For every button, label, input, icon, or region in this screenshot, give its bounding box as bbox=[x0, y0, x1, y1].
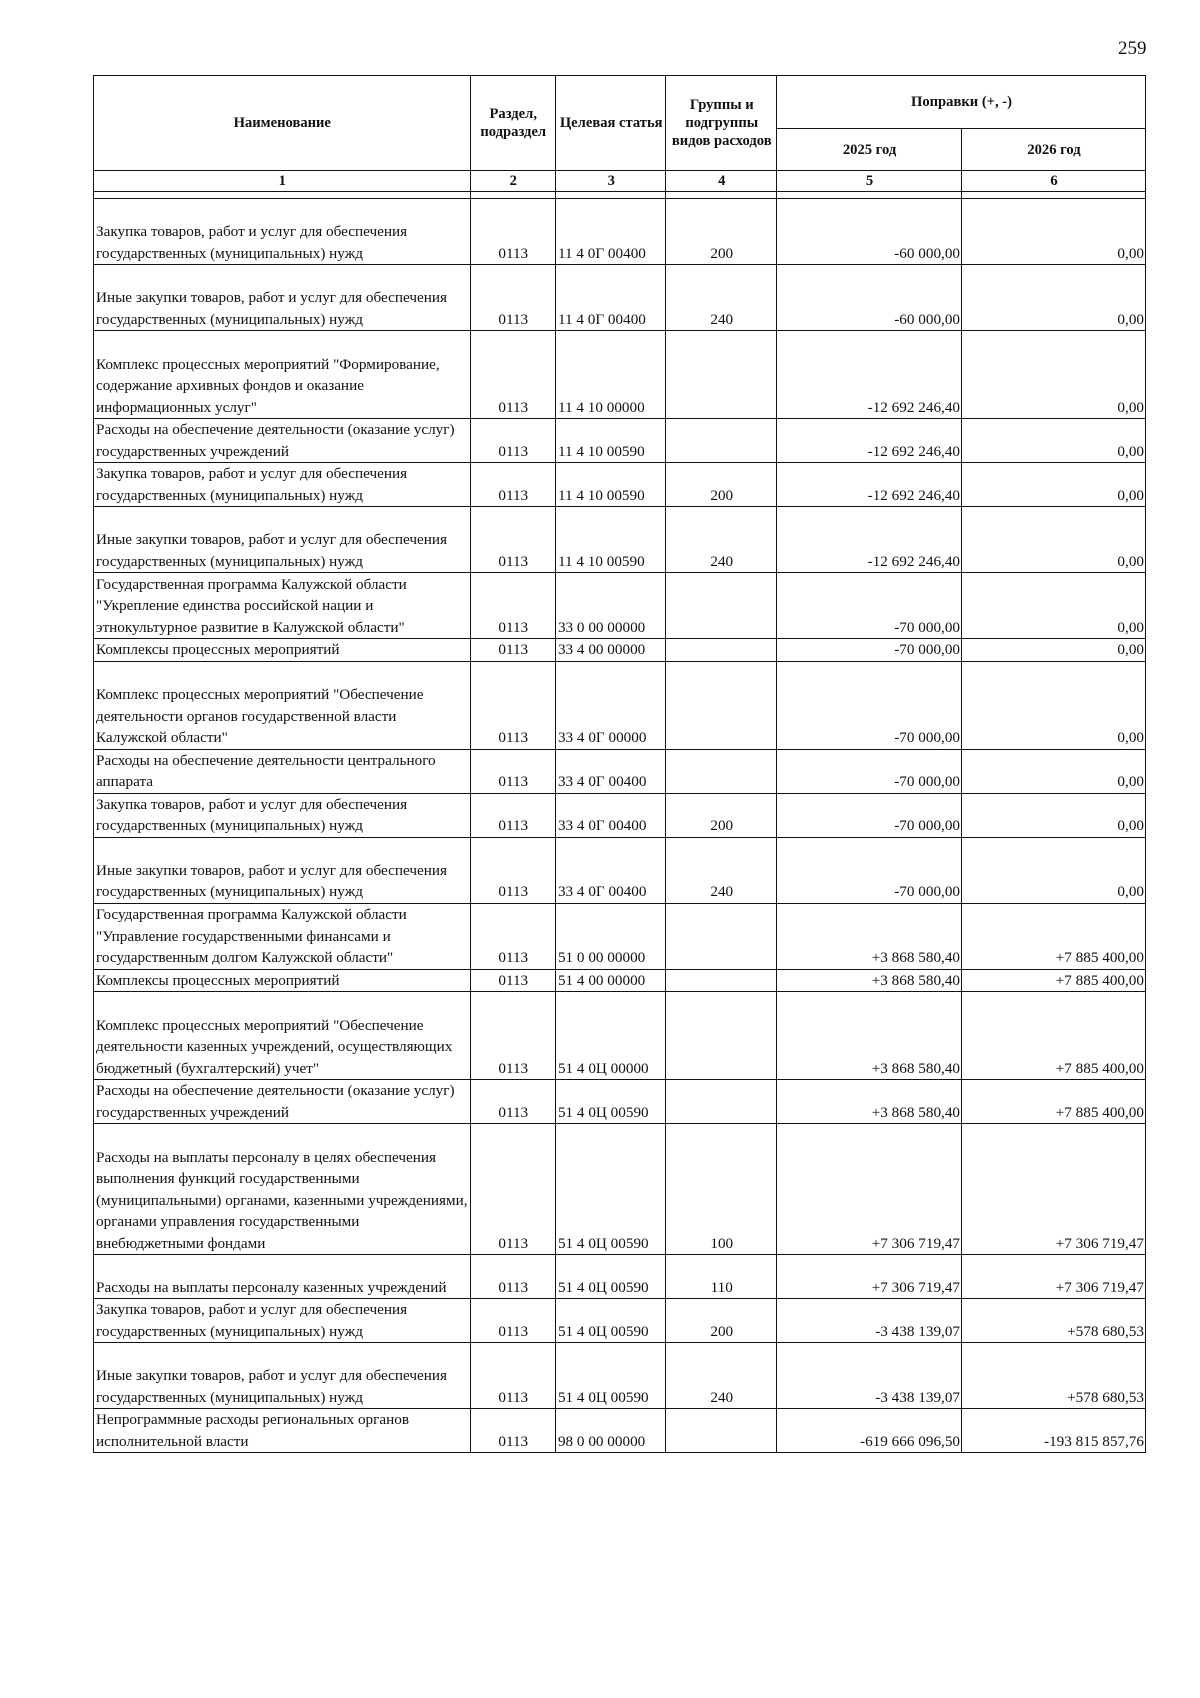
row-expense-group bbox=[666, 749, 777, 793]
row-target-article: 33 4 00 00000 bbox=[555, 639, 666, 662]
row-expense-group bbox=[666, 573, 777, 639]
row-amendment-2026: 0,00 bbox=[962, 265, 1146, 331]
row-target-article: 51 4 0Ц 00590 bbox=[555, 1124, 666, 1255]
row-amendment-2026: 0,00 bbox=[962, 507, 1146, 573]
table-row bbox=[94, 1299, 1146, 1343]
header-groups: Группы и подгруппы видов расходов bbox=[666, 76, 777, 171]
table-row bbox=[94, 199, 1146, 265]
row-amendment-2025: -619 666 096,50 bbox=[777, 1409, 962, 1453]
row-amendment-2025: +7 306 719,47 bbox=[777, 1124, 962, 1255]
row-section-code: 0113 bbox=[470, 1255, 555, 1299]
row-name: Закупка товаров, работ и услуг для обеспечения государственных (муниципальных) нужд bbox=[94, 463, 471, 507]
row-amendment-2026: 0,00 bbox=[962, 661, 1146, 749]
row-amendment-2025: -70 000,00 bbox=[777, 661, 962, 749]
table-row bbox=[94, 1409, 1146, 1453]
row-name: Закупка товаров, работ и услуг для обеспечения государственных (муниципальных) нужд bbox=[94, 199, 471, 265]
row-section-code: 0113 bbox=[470, 199, 555, 265]
column-number: 4 bbox=[666, 171, 777, 192]
column-number: 5 bbox=[777, 171, 962, 192]
row-name: Закупка товаров, работ и услуг для обеспечения государственных (муниципальных) нужд bbox=[94, 793, 471, 837]
table-row bbox=[94, 1255, 1146, 1299]
row-amendment-2025: +3 868 580,40 bbox=[777, 903, 962, 969]
row-expense-group bbox=[666, 331, 777, 419]
row-amendment-2025: -70 000,00 bbox=[777, 639, 962, 662]
row-amendment-2025: -60 000,00 bbox=[777, 265, 962, 331]
row-target-article: 51 4 0Ц 00590 bbox=[555, 1343, 666, 1409]
row-amendment-2026: +7 885 400,00 bbox=[962, 969, 1146, 992]
budget-amendments-table bbox=[93, 75, 1146, 1453]
column-number: 1 bbox=[94, 171, 471, 192]
row-section-code: 0113 bbox=[470, 265, 555, 331]
row-expense-group: 200 bbox=[666, 1299, 777, 1343]
row-amendment-2025: +3 868 580,40 bbox=[777, 992, 962, 1080]
table-row bbox=[94, 507, 1146, 573]
row-amendment-2026: +578 680,53 bbox=[962, 1343, 1146, 1409]
row-expense-group bbox=[666, 992, 777, 1080]
row-amendment-2025: -70 000,00 bbox=[777, 573, 962, 639]
row-section-code: 0113 bbox=[470, 903, 555, 969]
header-section: Раздел, подраздел bbox=[470, 76, 555, 171]
row-expense-group: 100 bbox=[666, 1124, 777, 1255]
row-amendment-2026: 0,00 bbox=[962, 793, 1146, 837]
row-amendment-2026: +7 306 719,47 bbox=[962, 1124, 1146, 1255]
row-name: Расходы на выплаты персоналу в целях обеспечения выполнения функций государственными (муниципальными) органами, казенными учреждениями, органами управления государственными внебюджетными фондами bbox=[94, 1124, 471, 1255]
row-section-code: 0113 bbox=[470, 837, 555, 903]
row-name: Государственная программа Калужской области "Укрепление единства российской нации и этнокультурное развитие в Калужской области" bbox=[94, 573, 471, 639]
table-row bbox=[94, 661, 1146, 749]
header-name: Наименование bbox=[94, 76, 471, 171]
row-amendment-2026: 0,00 bbox=[962, 419, 1146, 463]
row-amendment-2025: -60 000,00 bbox=[777, 199, 962, 265]
header-year-2026: 2026 год bbox=[962, 129, 1146, 171]
row-name: Иные закупки товаров, работ и услуг для обеспечения государственных (муниципальных) нужд bbox=[94, 1343, 471, 1409]
row-amendment-2026: 0,00 bbox=[962, 463, 1146, 507]
row-section-code: 0113 bbox=[470, 1299, 555, 1343]
row-expense-group: 240 bbox=[666, 507, 777, 573]
row-target-article: 11 4 10 00590 bbox=[555, 507, 666, 573]
row-expense-group bbox=[666, 903, 777, 969]
table-row bbox=[94, 992, 1146, 1080]
row-name: Расходы на выплаты персоналу казенных учреждений bbox=[94, 1255, 471, 1299]
column-number: 2 bbox=[470, 171, 555, 192]
row-section-code: 0113 bbox=[470, 661, 555, 749]
row-expense-group: 240 bbox=[666, 837, 777, 903]
table-row bbox=[94, 1343, 1146, 1409]
row-amendment-2026: +7 885 400,00 bbox=[962, 992, 1146, 1080]
row-target-article: 51 4 00 00000 bbox=[555, 969, 666, 992]
row-expense-group bbox=[666, 1080, 777, 1124]
row-expense-group: 240 bbox=[666, 1343, 777, 1409]
row-expense-group bbox=[666, 419, 777, 463]
table-row bbox=[94, 837, 1146, 903]
row-target-article: 11 4 0Г 00400 bbox=[555, 265, 666, 331]
table-row bbox=[94, 331, 1146, 419]
row-target-article: 11 4 10 00590 bbox=[555, 419, 666, 463]
row-name: Комплекс процессных мероприятий "Формирование, содержание архивных фондов и оказание информационных услуг" bbox=[94, 331, 471, 419]
row-name: Непрограммные расходы региональных органов исполнительной власти bbox=[94, 1409, 471, 1453]
row-expense-group: 110 bbox=[666, 1255, 777, 1299]
row-name: Государственная программа Калужской области "Управление государственными финансами и государственным долгом Калужской области" bbox=[94, 903, 471, 969]
table-row bbox=[94, 265, 1146, 331]
row-amendment-2025: +3 868 580,40 bbox=[777, 1080, 962, 1124]
row-name: Комплекс процессных мероприятий "Обеспечение деятельности органов государственной власти Калужской области" bbox=[94, 661, 471, 749]
column-number: 3 bbox=[555, 171, 666, 192]
row-amendment-2026: 0,00 bbox=[962, 199, 1146, 265]
row-amendment-2025: -70 000,00 bbox=[777, 749, 962, 793]
row-amendment-2026: +7 885 400,00 bbox=[962, 1080, 1146, 1124]
table-row bbox=[94, 969, 1146, 992]
table-row bbox=[94, 419, 1146, 463]
row-section-code: 0113 bbox=[470, 1409, 555, 1453]
header-year-2025: 2025 год bbox=[777, 129, 962, 171]
row-name: Комплексы процессных мероприятий bbox=[94, 639, 471, 662]
row-target-article: 11 4 10 00590 bbox=[555, 463, 666, 507]
row-amendment-2025: -3 438 139,07 bbox=[777, 1299, 962, 1343]
row-section-code: 0113 bbox=[470, 419, 555, 463]
table-body bbox=[94, 199, 1146, 1453]
row-name: Закупка товаров, работ и услуг для обеспечения государственных (муниципальных) нужд bbox=[94, 1299, 471, 1343]
row-target-article: 11 4 10 00000 bbox=[555, 331, 666, 419]
row-name: Комплекс процессных мероприятий "Обеспечение деятельности казенных учреждений, осуществляющих бюджетный (бухгалтерский) учет" bbox=[94, 992, 471, 1080]
row-expense-group bbox=[666, 639, 777, 662]
row-section-code: 0113 bbox=[470, 969, 555, 992]
row-target-article: 51 4 0Ц 00590 bbox=[555, 1080, 666, 1124]
row-amendment-2026: 0,00 bbox=[962, 573, 1146, 639]
row-section-code: 0113 bbox=[470, 992, 555, 1080]
row-name: Иные закупки товаров, работ и услуг для обеспечения государственных (муниципальных) нужд bbox=[94, 837, 471, 903]
table-row bbox=[94, 463, 1146, 507]
table-row bbox=[94, 1080, 1146, 1124]
row-target-article: 33 4 0Г 00400 bbox=[555, 749, 666, 793]
row-section-code: 0113 bbox=[470, 1124, 555, 1255]
row-expense-group: 200 bbox=[666, 199, 777, 265]
row-amendment-2025: -70 000,00 bbox=[777, 793, 962, 837]
row-name: Комплексы процессных мероприятий bbox=[94, 969, 471, 992]
page-number: 259 bbox=[1118, 38, 1147, 59]
row-target-article: 51 0 00 00000 bbox=[555, 903, 666, 969]
row-amendment-2025: -3 438 139,07 bbox=[777, 1343, 962, 1409]
row-section-code: 0113 bbox=[470, 639, 555, 662]
row-target-article: 51 4 0Ц 00590 bbox=[555, 1299, 666, 1343]
table-row bbox=[94, 793, 1146, 837]
row-expense-group bbox=[666, 661, 777, 749]
row-section-code: 0113 bbox=[470, 331, 555, 419]
row-amendment-2026: +7 306 719,47 bbox=[962, 1255, 1146, 1299]
row-amendment-2025: -12 692 246,40 bbox=[777, 463, 962, 507]
row-target-article: 51 4 0Ц 00590 bbox=[555, 1255, 666, 1299]
row-target-article: 33 4 0Г 00000 bbox=[555, 661, 666, 749]
row-amendment-2026: 0,00 bbox=[962, 749, 1146, 793]
row-target-article: 51 4 0Ц 00000 bbox=[555, 992, 666, 1080]
row-section-code: 0113 bbox=[470, 463, 555, 507]
row-section-code: 0113 bbox=[470, 573, 555, 639]
row-target-article: 33 4 0Г 00400 bbox=[555, 793, 666, 837]
row-amendment-2026: +7 885 400,00 bbox=[962, 903, 1146, 969]
row-name: Иные закупки товаров, работ и услуг для обеспечения государственных (муниципальных) нужд bbox=[94, 507, 471, 573]
row-amendment-2025: -12 692 246,40 bbox=[777, 419, 962, 463]
row-amendment-2026: 0,00 bbox=[962, 331, 1146, 419]
table-row bbox=[94, 749, 1146, 793]
table-row bbox=[94, 903, 1146, 969]
row-section-code: 0113 bbox=[470, 1080, 555, 1124]
row-amendment-2025: +7 306 719,47 bbox=[777, 1255, 962, 1299]
row-name: Иные закупки товаров, работ и услуг для обеспечения государственных (муниципальных) нужд bbox=[94, 265, 471, 331]
row-amendment-2026: 0,00 bbox=[962, 837, 1146, 903]
row-amendment-2026: 0,00 bbox=[962, 639, 1146, 662]
row-expense-group: 200 bbox=[666, 793, 777, 837]
table-row bbox=[94, 1124, 1146, 1255]
row-expense-group bbox=[666, 969, 777, 992]
column-number: 6 bbox=[962, 171, 1146, 192]
row-name: Расходы на обеспечение деятельности центрального аппарата bbox=[94, 749, 471, 793]
row-amendment-2025: -70 000,00 bbox=[777, 837, 962, 903]
row-expense-group bbox=[666, 1409, 777, 1453]
header-target: Целевая статья bbox=[555, 76, 666, 171]
row-section-code: 0113 bbox=[470, 1343, 555, 1409]
row-target-article: 33 0 00 00000 bbox=[555, 573, 666, 639]
header-amendments: Поправки (+, -) bbox=[777, 76, 1146, 129]
row-expense-group: 200 bbox=[666, 463, 777, 507]
row-amendment-2025: -12 692 246,40 bbox=[777, 507, 962, 573]
row-target-article: 33 4 0Г 00400 bbox=[555, 837, 666, 903]
table-row bbox=[94, 639, 1146, 662]
row-amendment-2026: -193 815 857,76 bbox=[962, 1409, 1146, 1453]
row-amendment-2025: +3 868 580,40 bbox=[777, 969, 962, 992]
row-section-code: 0113 bbox=[470, 793, 555, 837]
row-target-article: 98 0 00 00000 bbox=[555, 1409, 666, 1453]
row-target-article: 11 4 0Г 00400 bbox=[555, 199, 666, 265]
row-section-code: 0113 bbox=[470, 749, 555, 793]
row-amendment-2025: -12 692 246,40 bbox=[777, 331, 962, 419]
row-section-code: 0113 bbox=[470, 507, 555, 573]
table-row bbox=[94, 573, 1146, 639]
row-expense-group: 240 bbox=[666, 265, 777, 331]
row-amendment-2026: +578 680,53 bbox=[962, 1299, 1146, 1343]
row-name: Расходы на обеспечение деятельности (оказание услуг) государственных учреждений bbox=[94, 1080, 471, 1124]
row-name: Расходы на обеспечение деятельности (оказание услуг) государственных учреждений bbox=[94, 419, 471, 463]
